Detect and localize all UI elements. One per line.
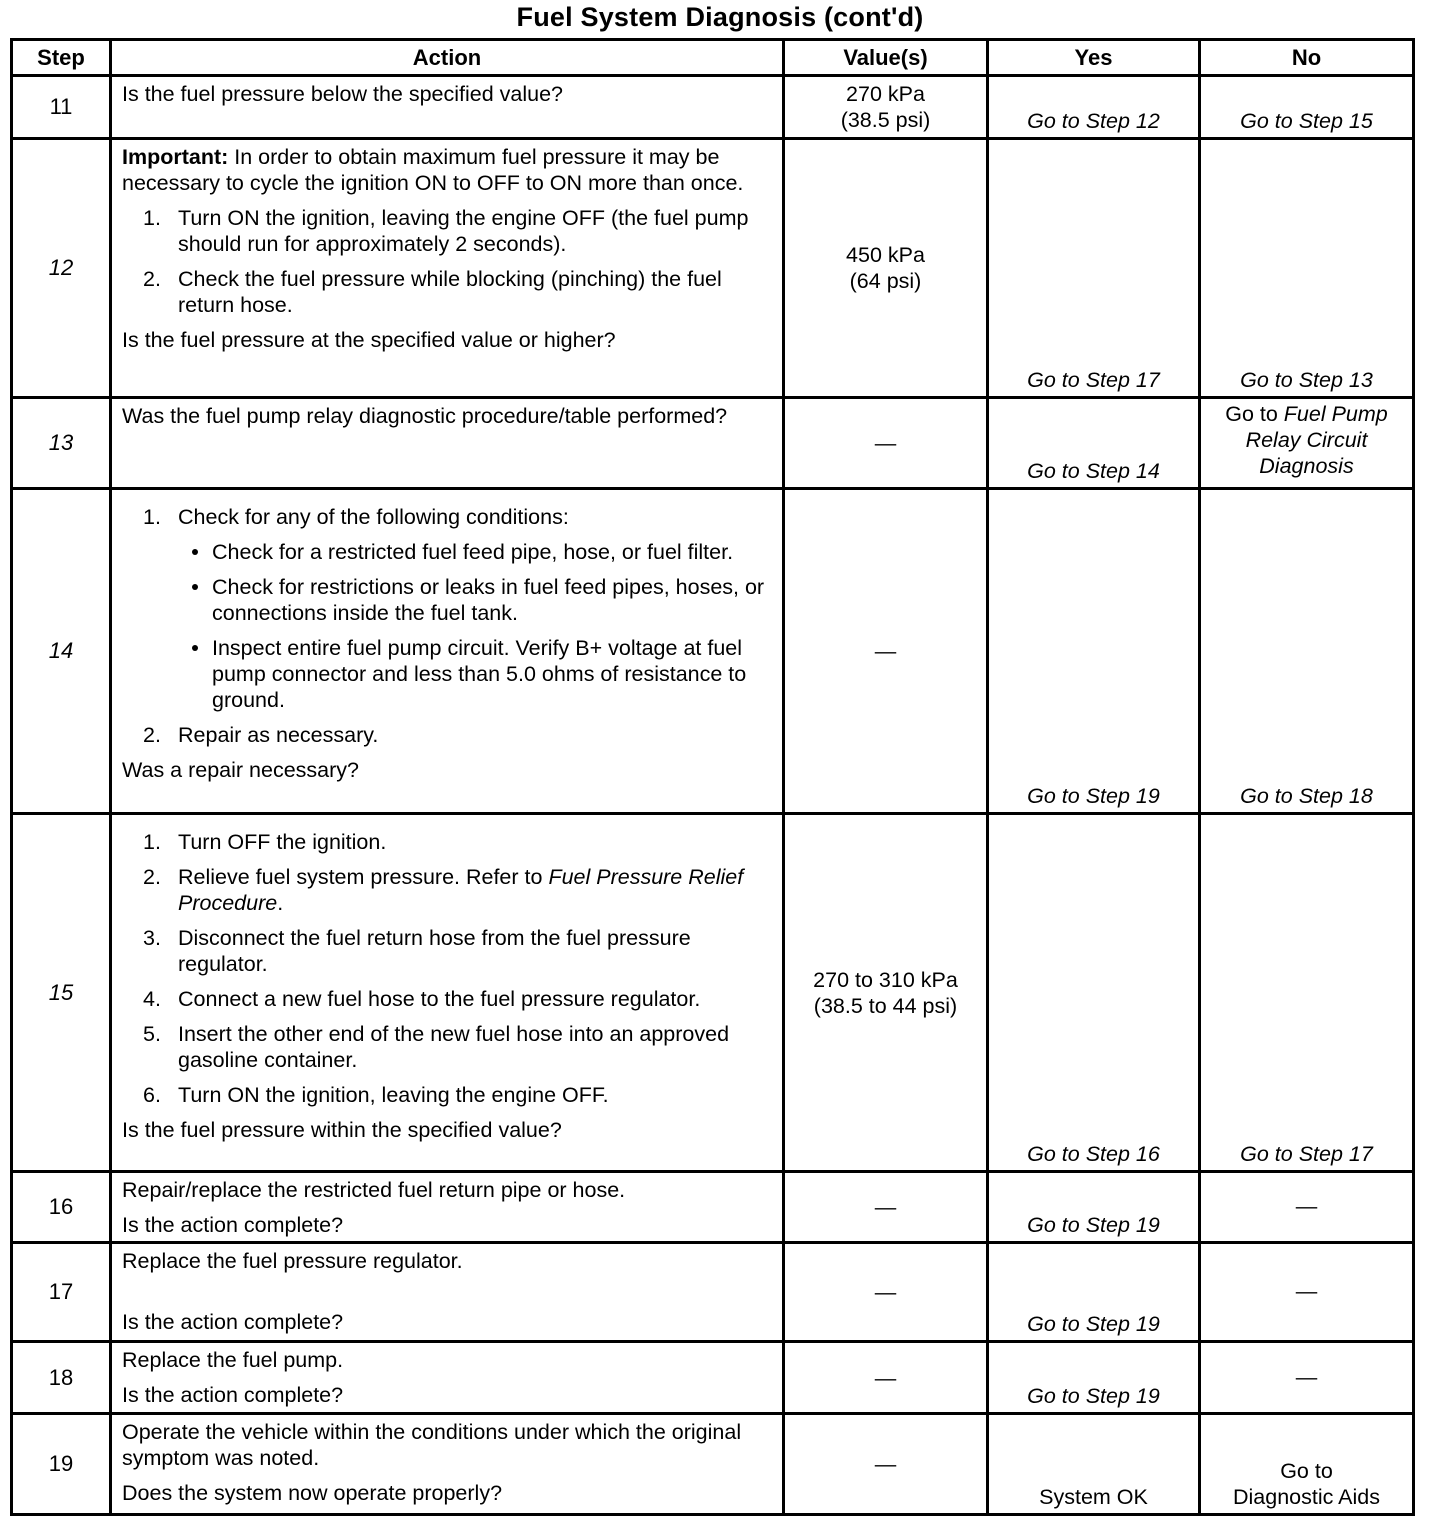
header-action: Action	[111, 40, 784, 76]
step-number: 16	[12, 1172, 111, 1243]
question-text: Does the system now operate properly?	[122, 1481, 503, 1505]
step-number: 12	[12, 139, 111, 398]
page-title: Fuel System Diagnosis (cont'd)	[516, 2, 924, 32]
value-line: 450 kPa	[846, 243, 925, 267]
no-line: Go to	[1280, 1459, 1333, 1483]
list-item	[122, 925, 772, 977]
question-text: Is the action complete?	[122, 1383, 344, 1407]
item-text: Connect a new fuel hose to the fuel pressure regulator.	[178, 987, 701, 1011]
table-row-step-18	[12, 1342, 1414, 1414]
step-number: 18	[12, 1342, 111, 1414]
yes-cell: Go to Step 17	[988, 139, 1200, 398]
yes-cell: Go to Step 19	[988, 1243, 1200, 1342]
list-item	[122, 864, 772, 916]
diagnostic-aids-link: Diagnostic Aids	[1233, 1485, 1380, 1509]
value-cell	[784, 76, 988, 139]
table-row-step-16	[12, 1172, 1414, 1243]
table-row-step-11	[12, 76, 1414, 139]
no-cell: —	[1200, 1243, 1414, 1342]
step-number: 17	[12, 1243, 111, 1342]
yes-cell: Go to Step 14	[988, 398, 1200, 489]
question-text: Is the fuel pressure below the specified value?	[122, 82, 564, 106]
no-cell: Go to Step 18	[1200, 489, 1414, 814]
question-text: Is the fuel pressure within the specified value?	[122, 1118, 562, 1142]
list-item	[122, 266, 772, 318]
yes-cell: Go to Step 19	[988, 1342, 1200, 1414]
item-text: Turn OFF the ignition.	[178, 830, 387, 854]
yes-cell: Go to Step 19	[988, 489, 1200, 814]
list-item	[122, 1021, 772, 1073]
step-number: 19	[12, 1414, 111, 1515]
value-cell: —	[784, 1243, 988, 1342]
value-cell: —	[784, 489, 988, 814]
item-number: 1.	[143, 830, 161, 854]
table-row-step-14	[12, 489, 1414, 814]
yes-cell: Go to Step 12	[988, 76, 1200, 139]
item-text: Check for any of the following conditions:	[178, 505, 569, 529]
value-cell: —	[784, 398, 988, 489]
item-number: 1.	[143, 206, 161, 230]
item-number: 2.	[143, 267, 161, 291]
value-cell	[784, 814, 988, 1172]
header-row	[12, 40, 1414, 76]
action-text: Operate the vehicle within the conditions under which the original symptom was noted.	[122, 1420, 742, 1470]
fuel-pressure-relief-link: Fuel Pressure Relief Procedure	[178, 865, 744, 915]
important-text: In order to obtain maximum fuel pressure it may be necessary to cycle the ignition ON to OFF to ON more than once.	[122, 145, 744, 195]
action-cell	[111, 1342, 784, 1414]
action-cell	[111, 1243, 784, 1342]
action-text: Repair/replace the restricted fuel return pipe or hose.	[122, 1178, 626, 1202]
table-row-step-15	[12, 814, 1414, 1172]
value-line: (38.5 psi)	[840, 108, 931, 132]
item-text: Insert the other end of the new fuel hose into an approved gasoline container.	[178, 1022, 730, 1072]
header-values: Value(s)	[784, 40, 988, 76]
action-cell	[111, 814, 784, 1172]
list-item	[122, 722, 772, 748]
bullet-item: Check for restrictions or leaks in fuel feed pipes, hoses, or connections inside the fuel tank.	[178, 574, 772, 626]
item-number: 6.	[143, 1083, 161, 1107]
table-row-step-12	[12, 139, 1414, 398]
important-label: Important:	[122, 145, 229, 169]
yes-cell: System OK	[988, 1414, 1200, 1515]
item-number: 4.	[143, 987, 161, 1011]
action-text: Replace the fuel pressure regulator.	[122, 1249, 463, 1273]
step-number: 11	[12, 76, 111, 139]
value-cell: —	[784, 1172, 988, 1243]
no-cell: —	[1200, 1172, 1414, 1243]
value-line: (64 psi)	[849, 269, 922, 293]
list-item	[122, 986, 772, 1012]
item-text: Repair as necessary.	[178, 723, 379, 747]
action-text: Replace the fuel pump.	[122, 1348, 344, 1372]
item-text-suffix: .	[277, 891, 284, 915]
bullet-item: Check for a restricted fuel feed pipe, hose, or fuel filter.	[178, 539, 772, 565]
question-text: Is the fuel pressure at the specified value or higher?	[122, 328, 616, 352]
no-cell: Go to Step 17	[1200, 814, 1414, 1172]
item-text: Disconnect the fuel return hose from the fuel pressure regulator.	[178, 926, 691, 976]
yes-cell: Go to Step 19	[988, 1172, 1200, 1243]
value-line: (38.5 to 44 psi)	[813, 993, 958, 1018]
action-cell	[111, 1414, 784, 1515]
list-item	[122, 504, 772, 713]
fuel-pump-relay-link: Fuel Pump Relay Circuit Diagnosis	[1245, 402, 1388, 478]
action-cell	[111, 1172, 784, 1243]
value-cell: —	[784, 1414, 988, 1515]
action-cell	[111, 139, 784, 398]
item-number: 1.	[143, 505, 161, 529]
item-number: 2.	[143, 723, 161, 747]
no-cell: Go to Step 13	[1200, 139, 1414, 398]
question-text: Is the action complete?	[122, 1310, 344, 1334]
table-row-step-17	[12, 1243, 1414, 1342]
value-cell: —	[784, 1342, 988, 1414]
condition-list	[178, 539, 772, 713]
procedure-list	[122, 205, 772, 318]
procedure-list	[122, 504, 772, 748]
action-cell	[111, 398, 784, 489]
no-prefix: Go to	[1225, 402, 1284, 426]
step-number: 15	[12, 814, 111, 1172]
no-cell	[1200, 1414, 1414, 1515]
item-number: 5.	[143, 1022, 161, 1046]
step-number: 13	[12, 398, 111, 489]
action-cell	[111, 76, 784, 139]
yes-cell: Go to Step 16	[988, 814, 1200, 1172]
list-item	[122, 829, 772, 855]
bullet-item: Inspect entire fuel pump circuit. Verify B+ voltage at fuel pump connector and less than 5.0 ohms of resistance to ground.	[178, 635, 772, 713]
header-step: Step	[12, 40, 111, 76]
no-cell: Go to Step 15	[1200, 76, 1414, 139]
item-number: 3.	[143, 926, 161, 950]
no-cell: —	[1200, 1342, 1414, 1414]
header-yes: Yes	[988, 40, 1200, 76]
list-item	[122, 205, 772, 257]
table-row-step-13	[12, 398, 1414, 489]
list-item	[122, 1082, 772, 1108]
action-cell	[111, 489, 784, 814]
item-text: Turn ON the ignition, leaving the engine OFF (the fuel pump should run for approximately 2 seconds).	[178, 206, 749, 256]
step-number: 14	[12, 489, 111, 814]
important-note	[122, 144, 772, 196]
question-text: Was a repair necessary?	[122, 758, 359, 782]
diagnosis-table	[10, 38, 1415, 1516]
item-text: Check the fuel pressure while blocking (pinching) the fuel return hose.	[178, 267, 722, 317]
no-cell	[1200, 398, 1414, 489]
question-text: Is the action complete?	[122, 1213, 344, 1237]
value-line: 270 to 310 kPa	[813, 967, 958, 992]
item-text: Turn ON the ignition, leaving the engine OFF.	[178, 1083, 609, 1107]
table-row-step-19	[12, 1414, 1414, 1515]
item-text: Relieve fuel system pressure. Refer to	[178, 865, 549, 889]
value-cell	[784, 139, 988, 398]
procedure-list	[122, 829, 772, 1108]
question-text: Was the fuel pump relay diagnostic procedure/table performed?	[122, 404, 728, 428]
item-number: 2.	[143, 865, 161, 889]
value-line: 270 kPa	[846, 82, 925, 106]
header-no: No	[1200, 40, 1414, 76]
